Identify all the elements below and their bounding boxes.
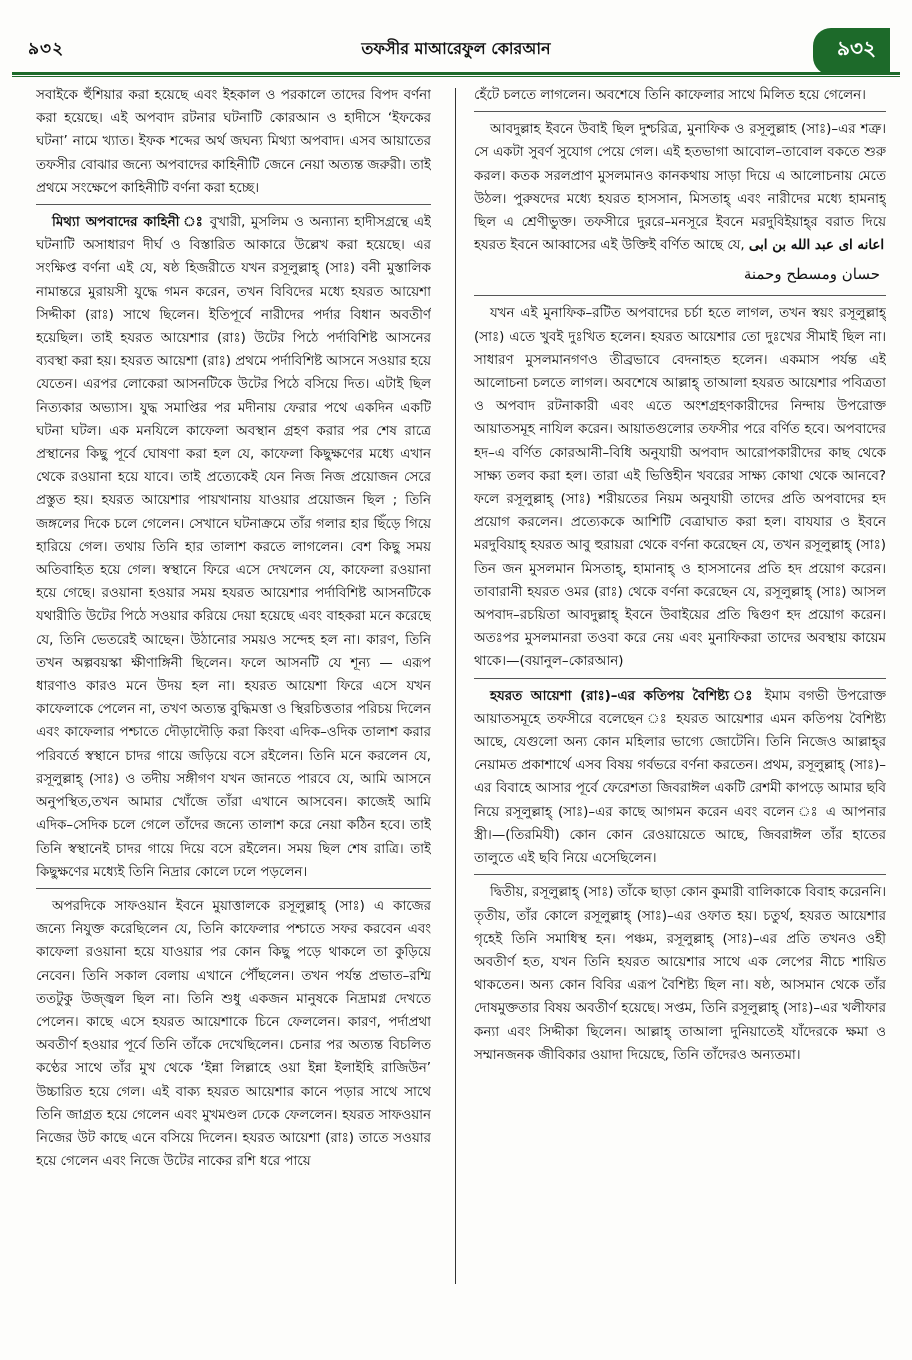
features-heading: হযরত আয়েশা (রাঃ)–এর কতিপয় বৈশিষ্ট্য ঃ: [490, 688, 757, 704]
right-paragraph-5: দ্বিতীয়, রসূলুল্লাহ্ (সাঃ) তাঁকে ছাড়া কোন কুমারী বালিকাকে বিবাহ করেননি। তৃতীয়, তাঁর কোলে রসূলুল্লাহ্ (সাঃ)–এর ওফাত হয়। চতুর্থ, হযরত আয়েশার গৃহেই তিনি সমাধিস্থ হন। পঞ্চম, রসূলুল্লাহ্ (সাঃ)–এর প্রতি তখনও ওহী অবতীর্ণ হত, যখন তিনি হযরত আয়েশার সাথে এক লেপের নীচে শায়িত থাকতেন। অন্য কোন বিবির এরূপ বৈশিষ্ট্য ছিল না। ষষ্ঠ, আসমান থেকে তাঁর দোষমুক্ততার বিষয় অবতীর্ণ হয়েছে। সপ্তম, তিনি রসূলুল্লাহ্ (সাঃ)–এর খলীফার কন্যা এবং সিদ্দীকা ছিলেন। আল্লাহ্ তাআলা দুনিয়াতেই যাঁদেরকে ক্ষমা ও সম্মানজনক জীবিকার ওয়াদা দিয়েছে, তিনি তাঁদেরও অন্যতমা।: [474, 885, 886, 1063]
page-number-badge: ৯৩২: [813, 28, 890, 75]
paragraph-divider: [474, 874, 886, 875]
arabic-line: حسان ومسطح وحمنة: [743, 265, 880, 284]
paragraph-divider: [474, 678, 886, 679]
right-paragraph-3: যখন এই মুনাফিক–রটিত অপবাদের চর্চা হতে লাগল, তখন স্বয়ং রসূলুল্লাহ্ (সাঃ) এতে খুবই দুঃখিত হলেন। হযরত আয়েশার তো দুঃখের সীমাই ছিল না। সাধারণ মুসলমানগণও তীব্রভাবে বেদনাহত হলেন। একমাস পর্যন্ত এই আলোচনা চলতে লাগল। অবশেষে আল্লাহ্ তাআলা হযরত আয়েশার পবিত্রতা ও অপবাদ রটনাকারী এবং এতে অংশগ্রহণকারীদের নিন্দায় উপরোক্ত আয়াতসমূহ নাযিল করেন। আয়াতগুলোর তফসীর পরে বর্ণিত হবে। অপবাদের হদ–এ বর্ণিত কোরআনী–বিধি অনুযায়ী অপবাদ আরোপকারীদের কাছ থেকে সাক্ষ্য তলব করা হল। তারা এই ভিত্তিহীন খবরের সাক্ষ্য কোথা থেকে আনবে? ফলে রসূলুল্লাহ্ (সাঃ) শরীয়তের নিয়ম অনুযায়ী তাদের প্রতি অপবাদের হদ প্রয়োগ করলেন। প্রত্যেককে আশিটি বেত্রাঘাত করা হল। বাযযার ও ইবনে মরদুবিয়াহ্ হযরত আবু হুরায়রা থেকে বর্ণনা করেছেন যে, তখন রসূলুল্লাহ্ (সাঃ) তিন জন মুসলমান মিসতাহ্, হামানাহ্ ও হাসসানের প্রতি হদ প্রয়োগ করেন। তাবারানী হযরত ওমর (রাঃ) থেকে বর্ণনা করেছেন যে, রসূলুল্লাহ্ (সাঃ) আসল অপবাদ–রচয়িতা আবদুল্লাহ্ ইবনে উবাইয়ের প্রতি দ্বিগুণ হদ প্রয়োগ করেন। অতঃপর মুসলমানরা তওবা করে নেয় এবং মুনাফিকরা তাদের অবস্থায় কায়েম থাকে।—(বয়ানুল–কোরআন): [474, 306, 886, 670]
features-text: ইমাম বগভী উপরোক্ত আয়াতসমূহে তফসীরে বলেছেন ঃ হযরত আয়েশার এমন কতিপয় বৈশিষ্ট্য আছে, যেগুলো অন্য কোন মহিলার ভাগ্যে জোটেনি। তিনি নিজেও আল্লাহ্‌র নেয়ামত প্রকাশার্থে এসব বিষয় গর্বভরে বর্ণনা করতেন। প্রথম, রসূলুল্লাহ্ (সাঃ)–এর বিবাহে আসার পূর্বে ফেরেশতা জিবরাঈল একটি রেশমী কাপড়ে আমার ছবি নিয়ে রসূলুল্লাহ্ (সাঃ)–এর কাছে আগমন করেন এবং বলেন ঃ এ আপনার স্ত্রী।—(তিরমিযী) কোন কোন রেওয়ায়েতে আছে, জিবরাঈল তাঁর হাতের তালুতে এই ছবি নিয়ে এসেছিলেন।: [474, 688, 886, 867]
paragraph-divider: [36, 204, 431, 205]
running-title: তফসীর মাআরেফুল কোরআন: [361, 39, 551, 58]
paragraph-divider: [474, 111, 886, 112]
page-number-left: ৯৩২: [28, 39, 65, 59]
page-header: [0, 0, 912, 76]
arabic-inline: اعانه اى عبد الله بن ابى: [748, 237, 885, 254]
story-heading: মিথ্যা অপবাদের কাহিনী ঃ: [52, 215, 205, 231]
paragraph-divider: [36, 888, 431, 889]
left-column: [36, 84, 431, 1280]
left-paragraph-2: [36, 211, 431, 884]
narration-text: আবদুল্লাহ ইবনে উবাই ছিল দুশ্চরিত্র, মুনাফিক ও রসূলুল্লাহ (সাঃ)–এর শত্রু। সে একটা সুবর্ণ সুযোগ পেয়ে গেল। এই হতভাগা আবোল–তাবোল বকতে শুরু করল। কতক সরলপ্রাণ মুসলমানও কানকথায় সাড়া দিয়ে এ আলোচনায় মেতে উঠল। পুরুষদের মধ্যে হযরত হাসসান, মিসতাহ্ এবং নারীদের মধ্যে হামনাহ্ ছিল এ শ্রেণীভুক্ত। তফসীরে দুররে–মনসূরে ইবনে মরদুবিইয়াহ্‌র বরাত দিয়ে হযরত ইবনে আব্বাসের এই উক্তিই বর্ণিত আছে যে,: [474, 122, 886, 254]
header-rule: [12, 72, 900, 75]
paragraph-divider: [474, 295, 886, 296]
column-divider: [455, 88, 456, 1284]
story-text: বুখারী, মুসলিম ও অন্যান্য হাদীসগ্রন্থে এই ঘটনাটি অসাধারণ দীর্ঘ ও বিস্তারিত আকারে উল্লেখ করা হয়েছে। এর সংক্ষিপ্ত বর্ণনা এই যে, ষষ্ঠ হিজরীতে যখন রসূলুল্লাহ্ (সাঃ) বনী মুস্তালিক নামান্তরে মুরায়সী যুদ্ধে গমন করেন, তখন বিবিদের মধ্যে হযরত আয়েশা সিদ্দীকা (রাঃ) সাথে ছিলেন। ইতিপূর্বে নারীদের পর্দার বিধান অবতীর্ণ হয়েছিল। তাই হযরত আয়েশার (রাঃ) উটের পিঠে পর্দাবিশিষ্ট আসনের ব্যবস্থা করা হয়। হযরত আয়েশা (রাঃ) প্রথমে পর্দাবিশিষ্ট আসনে সওয়ার হয়ে যেতেন। এরপর লোকেরা আসনটিকে উটের পিঠে বসিয়ে দিত। এটাই ছিল নিত্যকার অভ্যাস। যুদ্ধ সমাপ্তির পর মদীনায় ফেরার পথে একদিন একটি ঘটনা ঘটল। এক মনযিলে কাফেলা অবস্থান গ্রহণ করার পর শেষ রাত্রে প্রস্থানের কিছু পূর্বে ঘোষণা করা হল যে, কাফেলা কিছুক্ষণের মধ্যে এখান থেকে রওয়ানা হয়ে যাবে। তাই প্রত্যেকেই যেন নিজ নিজ প্রয়োজন সেরে প্রস্তুত হয়। হযরত আয়েশার পায়খানায় যাওয়ার প্রয়োজন ছিল ; তিনি জঙ্গলের দিকে চলে গেলেন। সেখানে ঘটনাক্রমে তাঁর গলার হার ছিঁড়ে গিয়ে হারিয়ে গেল। তথায় তিনি হার তালাশ করতে লাগলেন। বেশ কিছু সময় অতিবাহিত হয়ে গেল। স্বস্থানে ফিরে এসে দেখলেন যে, কাফেলা রওয়ানা হয়ে গেছে। রওয়ানা হওয়ার সময় হযরত আয়েশার পর্দাবিশিষ্ট আসনটিকে যথারীতি উটের পিঠে সওয়ার করিয়ে দেয়া হয়েছে এবং বাহকরা মনে করেছে যে, তিনি ভেতরেই আছেন। উঠানোর সময়ও সন্দেহ হল না। কারণ, তিনি তখন অল্পবয়স্কা ক্ষীণাঙ্গিনী ছিলেন। ফলে আসনটি যে শূন্য — এরূপ ধারণাও কারও মনে উদয় হল না। হযরত আয়েশা ফিরে এসে যখন কাফেলাকে পেলেন না, তখণ অত্যন্ত বুদ্ধিমত্তা ও স্থিরচিত্ততার পরিচয় দিলেন এবং কাফেলার পশ্চাতে দৌড়াদৌড়ি করা কিংবা এদিক–ওদিক তালাশ করার পরিবর্তে স্বস্থানে চাদর গায়ে জড়িয়ে বসে রইলেন। তিনি মনে করলেন যে, রসূলুল্লাহ্ (সাঃ) ও তদীয় সঙ্গীগণ যখন জানতে পারবে যে, আমি আসনে অনুপস্থিত,তখন আমার খোঁজে তাঁরা এখানে আসবেন। কাজেই আমি এদিক–সেদিক চলে গেলে তাঁদের জন্যে তালাশ করে নেয়া কঠিন হবে। তাই তিনি স্বস্থানেই চাদর গায়ে দিয়ে বসে রইলেন। সময় ছিল শেষ রাত্রি। তাই কিছুক্ষণের মধ্যেই তিনি নিদ্রার কোলে ঢলে পড়লেন।: [36, 215, 431, 880]
left-paragraph-3: অপরদিকে সাফওয়ান ইবনে মুয়াত্তালকে রসূলুল্লাহ্ (সাঃ) এ কাজের জন্যে নিযুক্ত করেছিলেন যে, তিনি কাফেলার পশ্চাতে সফর করবেন এবং কাফেলা রওয়ানা হয়ে যাওয়ার পর কোন কিছু পড়ে থাকলে তা কুড়িয়ে নেবেন। তিনি সকাল বেলায় এখানে পৌঁছলেন। তখন পর্যন্ত প্রভাত–রশ্মি ততটুকু উজ্জ্বল ছিল না। তিনি শুধু একজন মানুষকে নিদ্রামগ্ন দেখতে পেলেন। কাছে এসে হযরত আয়েশাকে চিনে ফেললেন। কারণ, পর্দাপ্রথা অবতীর্ণ হওয়ার পূর্বে তিনি তাঁকে দেখেছিলেন। চেনার পর অত্যন্ত বিচলিত কণ্ঠের সাথে তাঁর মুখ থেকে ‘ইন্না লিল্লাহে ওয়া ইন্না ইলাইহি রাজিউন’ উচ্চারিত হয়ে গেল। এই বাক্য হযরত আয়েশার কানে পড়ার সাথে সাথে তিনি জাগ্রত হয়ে গেলেন এবং মুখমণ্ডল ঢেকে ফেললেন। হযরত সাফওয়ান নিজের উট কাছে এনে বসিয়ে দিলেন। হযরত আয়েশা (রাঃ) তাতে সওয়ার হয়ে গেলেন এবং নিজে উটের নাকের রশি ধরে পায়ে: [36, 898, 431, 1170]
left-paragraph-1: সবাইকে হুঁশিয়ার করা হয়েছে এবং ইহকাল ও পরকালে তাদের বিপদ বর্ণনা করা হয়েছে। এই অপবাদ রটনার ঘটনাটি কোরআন ও হাদীসে ‘ইফকের ঘটনা’ নামে খ্যাত। ইফক শব্দের অর্থ জঘন্য মিথ্যা অপবাদ। এসব আয়াতের তফসীর বোঝার জন্যে অপবাদের কাহিনীটি জেনে নেয়া অত্যন্ত জরুরী। তাই প্রথমে সংক্ষেপে কাহিনীটি বর্ণনা করা হচ্ছে।: [36, 88, 431, 196]
right-paragraph-4: [474, 685, 886, 871]
right-paragraph-1: হেঁটে চলতে লাগলেন। অবশেষে তিনি কাফেলার সাথে মিলিত হয়ে গেলেন।: [474, 88, 866, 103]
header-rule-thin: [12, 76, 900, 77]
right-paragraph-2: [474, 118, 886, 257]
right-column: [474, 84, 886, 1280]
